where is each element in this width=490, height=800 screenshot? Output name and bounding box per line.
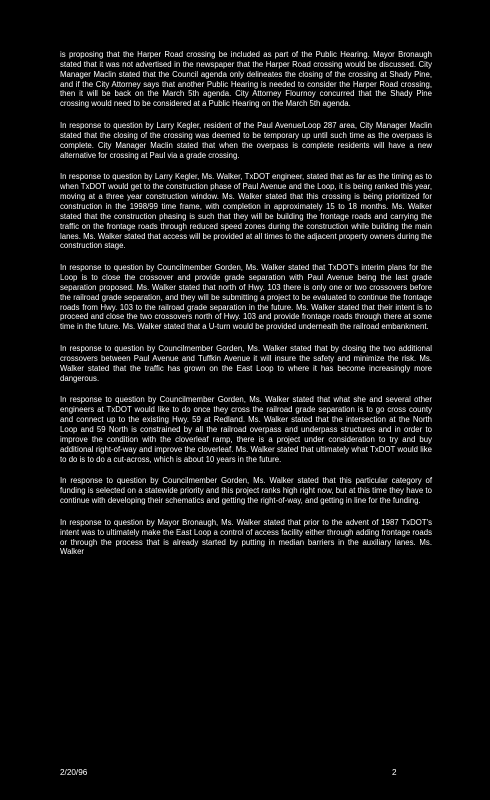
- paragraph: In response to question by Councilmember Gorden, Ms. Walker stated that what she and several other engineers at TxDOT would like to do once they cross the railroad grade separation is to go cross county and connect up to the existing Hwy. 59 at Redland. Ms. Walker stated that the intersection at the North Loop and 59 North is constrained by all the railroad overpass and underpass structures and in order to improve the condition with the cloverleaf ramp, there is a project under consideration to try and buy additional right-of-way and improve the cloverleaf. Ms. Walker stated that ultimately what TxDOT would like to do is to do a cut-across, which is about 10 years in the future.: [60, 395, 432, 464]
- paragraph: In response to question by Councilmember Gorden, Ms. Walker stated that by closing the two additional crossovers between Paul Avenue and Tuffkin Avenue it will insure the safety and minimize the risk. Ms. Walker stated that the traffic has grown on the East Loop to where it has become increasingly more dangerous.: [60, 344, 432, 383]
- footer-date: 2/20/96: [60, 768, 88, 777]
- paragraph: In response to question by Larry Kegler, Ms. Walker, TxDOT engineer, stated that as far as the timing as to when TxDOT would get to the construction phase of Paul Avenue and the Loop, it is being ranked this year, moving at a three year construction window. Ms. Walker stated that this crossing is being prioritized for construction in the 1998/99 time frame, with completion in approximately 15 to 18 months. Ms. Walker stated that the construction phasing is such that they will be building the frontage roads and carrying the traffic on the frontage roads through reduced speed zones during the construction while building the main lanes. Ms. Walker stated that access will be provided at all times to the adjacent property owners during the construction stage.: [60, 172, 432, 251]
- paragraph: In response to question by Councilmember Gorden, Ms. Walker stated that TxDOT's interim plans for the Loop is to close the crossover and provide grade separation with Paul Avenue being the last grade separation proposed. Ms. Walker stated that north of Hwy. 103 there is only one or two crossovers before the railroad grade separation, and they will be submitting a project to be evaluated to continue the frontage roads from Hwy. 103 to the railroad grade separation in the future. Ms. Walker stated that their intent is to proceed and close the two crossovers north of Hwy. 103 and provide frontage roads through there at some time in the future. Ms. Walker stated that a U-turn would be provided underneath the railroad embankment.: [60, 263, 432, 332]
- paragraph: In response to question by Larry Kegler, resident of the Paul Avenue/Loop 287 area, City Manager Maclin stated that the closing of the crossing was deemed to be temporary up until such time as the overpass is complete. City Manager Maclin stated that when the overpass is complete residents will have a new alternative for crossing at Paul via a grade crossing.: [60, 121, 432, 160]
- document-body: [60, 50, 432, 569]
- paragraph: In response to question by Mayor Bronaugh, Ms. Walker stated that prior to the advent of 1987 TxDOT's intent was to ultimately make the East Loop a control of access facility either through adding frontage roads or through the process that is already started by putting in median barriers in the auxiliary lanes. Ms. Walker: [60, 517, 432, 557]
- paragraph: is proposing that the Harper Road crossing be included as part of the Public Hearing. Mayor Bronaugh stated that it was not advertised in the newspaper that the Harper Road crossing would be discussed. City Manager Maclin stated that the Council agenda only delineates the closing of the crossing at Shady Pine, and if the City Attorney says that another Public Hearing is needed to consider the Harper Road crossing, then it will be back on the March 5th agenda. City Attorney Flournoy concurred that the Shady Pine crossing would need to be considered at a Public Hearing on the March 5th agenda.: [60, 50, 432, 109]
- page-number: 2: [392, 768, 397, 777]
- paragraph: In response to question by Councilmember Gorden, Ms. Walker stated that this particular category of funding is selected on a statewide priority and this project ranks high right now, but at this time they have to continue with developing their schematics and getting the right-of-way, and getting in line for the funding.: [60, 476, 432, 506]
